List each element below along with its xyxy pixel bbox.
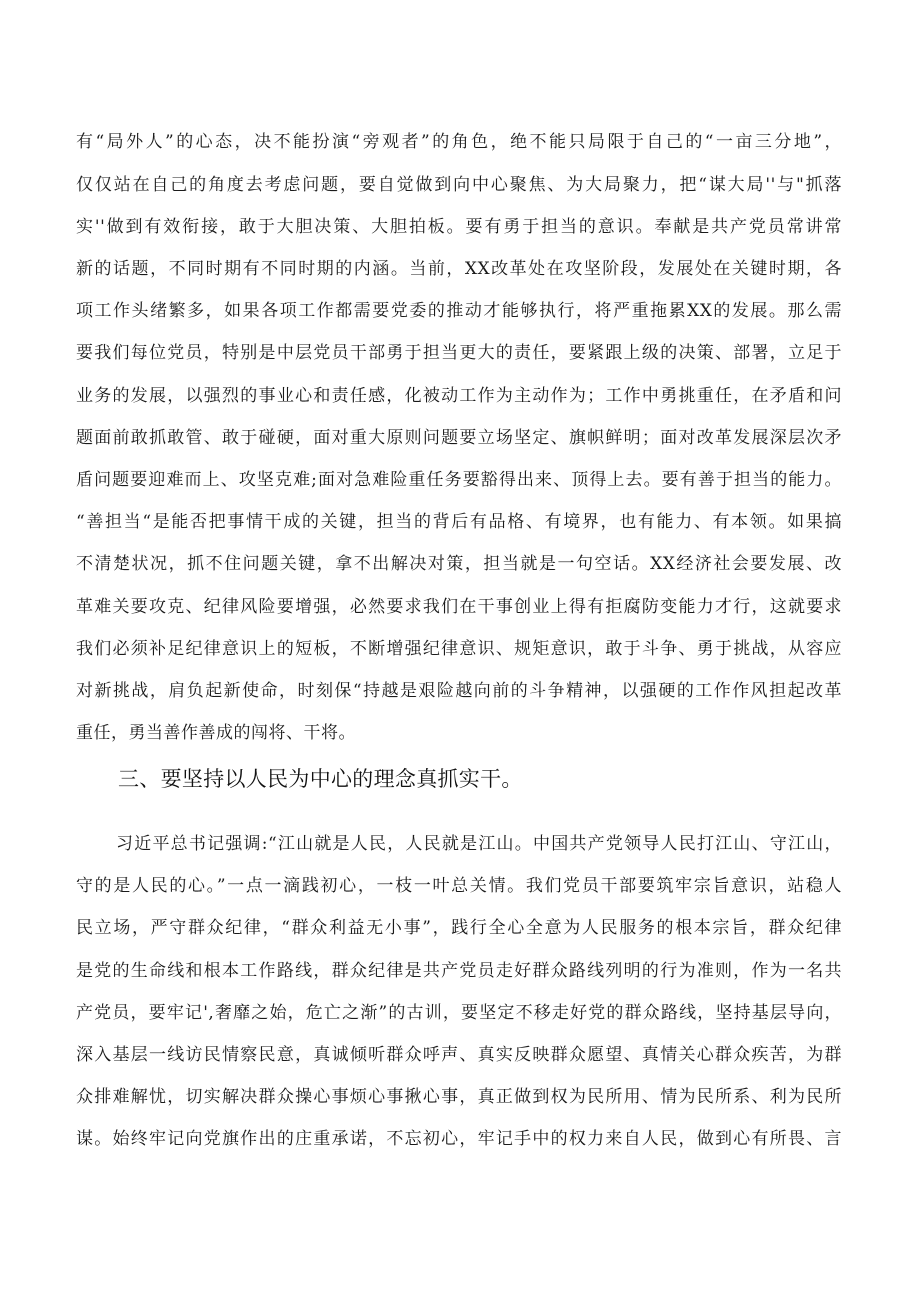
paragraph-line: 新的话题，不同时期有不同时期的内涵。当前，XX改革处在攻坚阶段，发展处在关键时期，各 — [76, 259, 842, 279]
paragraph-line: 重任，勇当善作善成的闯将、干将。 — [76, 723, 356, 743]
paragraph-line: 盾问题要迎难而上、攻坚克难;面对急难险重任务要豁得出来、顶得上去。要有善于担当的能力。 — [76, 470, 842, 490]
paragraph-line: 项工作头绪繁多，如果各项工作都需要党委的推动才能够执行，将严重拖累XX的发展。那么需 — [76, 301, 842, 321]
paragraph-line: “善担当“是能否把事情干成的关键，担当的背后有品格、有境界，也有能力、有本领。如果搞 — [76, 512, 842, 532]
paragraph-line: 深入基层一线访民情察民意，真诚倾听群众呼声、真实反映群众愿望、真情关心群众疾苦，为群 — [76, 1045, 842, 1065]
paragraph-line: 守的是人民的心。”一点一滴践初心，一枝一叶总关情。我们党员干部要筑牢宗旨意识，站稳人 — [76, 876, 842, 896]
paragraph-line: 我们必须补足纪律意识上的短板，不断增强纪律意识、规矩意识，敢于斗争、勇于挑战，从容应 — [76, 639, 842, 659]
paragraph-line: 产党员，要牢记',奢靡之始，危亡之渐”的古训，要坚定不移走好党的群众路线，坚持基层导向， — [76, 1003, 842, 1023]
paragraph-line: 仅仅站在自己的角度去考虑问题，要自觉做到向中心聚焦、为大局聚力，把“谋大局''与"抓落 — [76, 175, 842, 195]
paragraph-line: 要我们每位党员，特别是中层党员干部勇于担当更大的责任，要紧跟上级的决策、部署，立足于 — [76, 343, 842, 363]
paragraph-line: 实''做到有效衔接，敢于大胆决策、大胆拍板。要有勇于担当的意识。奉献是共产党员常讲常 — [76, 217, 842, 237]
paragraph-line: 革难关要攻克、纪律风险要增强，必然要求我们在干事创业上得有拒腐防变能力才行，这就要求 — [76, 597, 842, 617]
paragraph-line: 题面前敢抓敢管、敢于碰硬，面对重大原则问题要立场坚定、旗帜鲜明；面对改革发展深层次矛 — [76, 428, 842, 448]
paragraph-line: 习近平总书记强调:“江山就是人民，人民就是江山。中国共产党领导人民打江山、守江山， — [116, 834, 842, 854]
section-heading: 三、要坚持以人民为中心的理念真抓实干。 — [118, 767, 523, 791]
paragraph-line: 众排难解忧，切实解决群众操心事烦心事揪心事，真正做到权为民所用、情为民所系、利为民所 — [76, 1087, 842, 1107]
paragraph-line: 谋。始终牢记向党旗作出的庄重承诺，不忘初心，牢记手中的权力来自人民，做到心有所畏、言 — [76, 1129, 842, 1149]
paragraph-line: 民立场，严守群众纪律，“群众利益无小事”，践行全心全意为人民服务的根本宗旨，群众纪律 — [76, 918, 842, 938]
paragraph-line: 对新挑战，肩负起新使命，时刻保“持越是艰险越向前的斗争精神，以强硬的工作作风担起改革 — [76, 681, 842, 701]
paragraph-line: 不清楚状况，抓不住问题关键，拿不出解决对策，担当就是一句空话。XX经济社会要发展、改 — [76, 554, 842, 574]
paragraph-line: 业务的发展，以强烈的事业心和责任感，化被动工作为主动作为；工作中勇挑重任，在矛盾和问 — [76, 386, 842, 406]
paragraph-line: 有“局外人”的心态，决不能扮演“旁观者”的角色，绝不能只局限于自己的“一亩三分地”， — [76, 132, 842, 152]
paragraph-line: 是党的生命线和根本工作路线，群众纪律是共产党员走好群众路线列明的行为准则，作为一名共 — [76, 961, 842, 981]
